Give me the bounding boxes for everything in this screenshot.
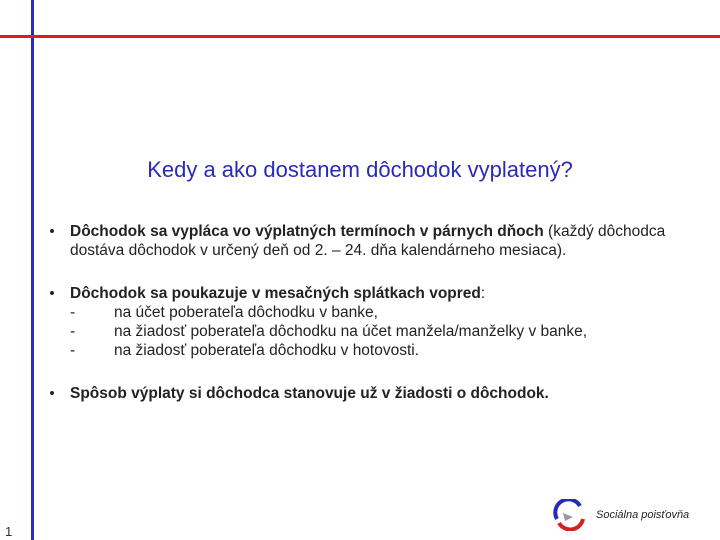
sub-item-text: na žiadosť poberateľa dôchodku na účet manžela/manželky v banke, xyxy=(114,323,588,340)
vertical-blue-rule xyxy=(31,0,34,540)
sub-item-3 xyxy=(70,341,704,360)
bullet-icon: • xyxy=(49,385,55,402)
bullet-2-bold: Dôchodok sa poukazuje v mesačných splátkach vopred xyxy=(70,285,481,302)
bullet-icon: • xyxy=(49,285,55,302)
dash-marker: - xyxy=(70,342,76,359)
bullet-list xyxy=(44,222,704,427)
bullet-1-text: (každý dôchodca dostáva dôchodok v určený deň od 2. – 24. dňa kalendárneho mesiaca). xyxy=(70,223,666,259)
bullet-item-2 xyxy=(44,284,704,360)
sub-item-text: na žiadosť poberateľa dôchodku v hotovosti. xyxy=(114,342,420,359)
dash-marker: - xyxy=(70,304,76,321)
bullet-item-3 xyxy=(44,384,704,403)
bullet-icon: • xyxy=(49,223,55,240)
sub-item-text: na účet poberateľa dôchodku v banke, xyxy=(114,304,378,321)
sub-item-1 xyxy=(70,303,704,322)
sub-item-2 xyxy=(70,322,704,341)
dash-marker: - xyxy=(70,323,76,340)
bullet-item-1 xyxy=(44,222,704,260)
social-insurance-logo-icon xyxy=(553,499,587,531)
horizontal-red-rule xyxy=(0,35,720,38)
logo-caption: Sociálna poisťovňa xyxy=(596,509,690,521)
slide-number: 1 xyxy=(5,524,13,539)
bullet-1-bold: Dôchodok sa vypláca vo výplatných termínoch v párnych dňoch xyxy=(70,223,544,240)
slide-title: Kedy a ako dostanem dôchodok vyplatený? xyxy=(147,157,573,182)
bullet-3-bold: Spôsob výplaty si dôchodca stanovuje už v žiadosti o dôchodok. xyxy=(70,385,549,402)
bullet-2-text: : xyxy=(480,285,486,302)
